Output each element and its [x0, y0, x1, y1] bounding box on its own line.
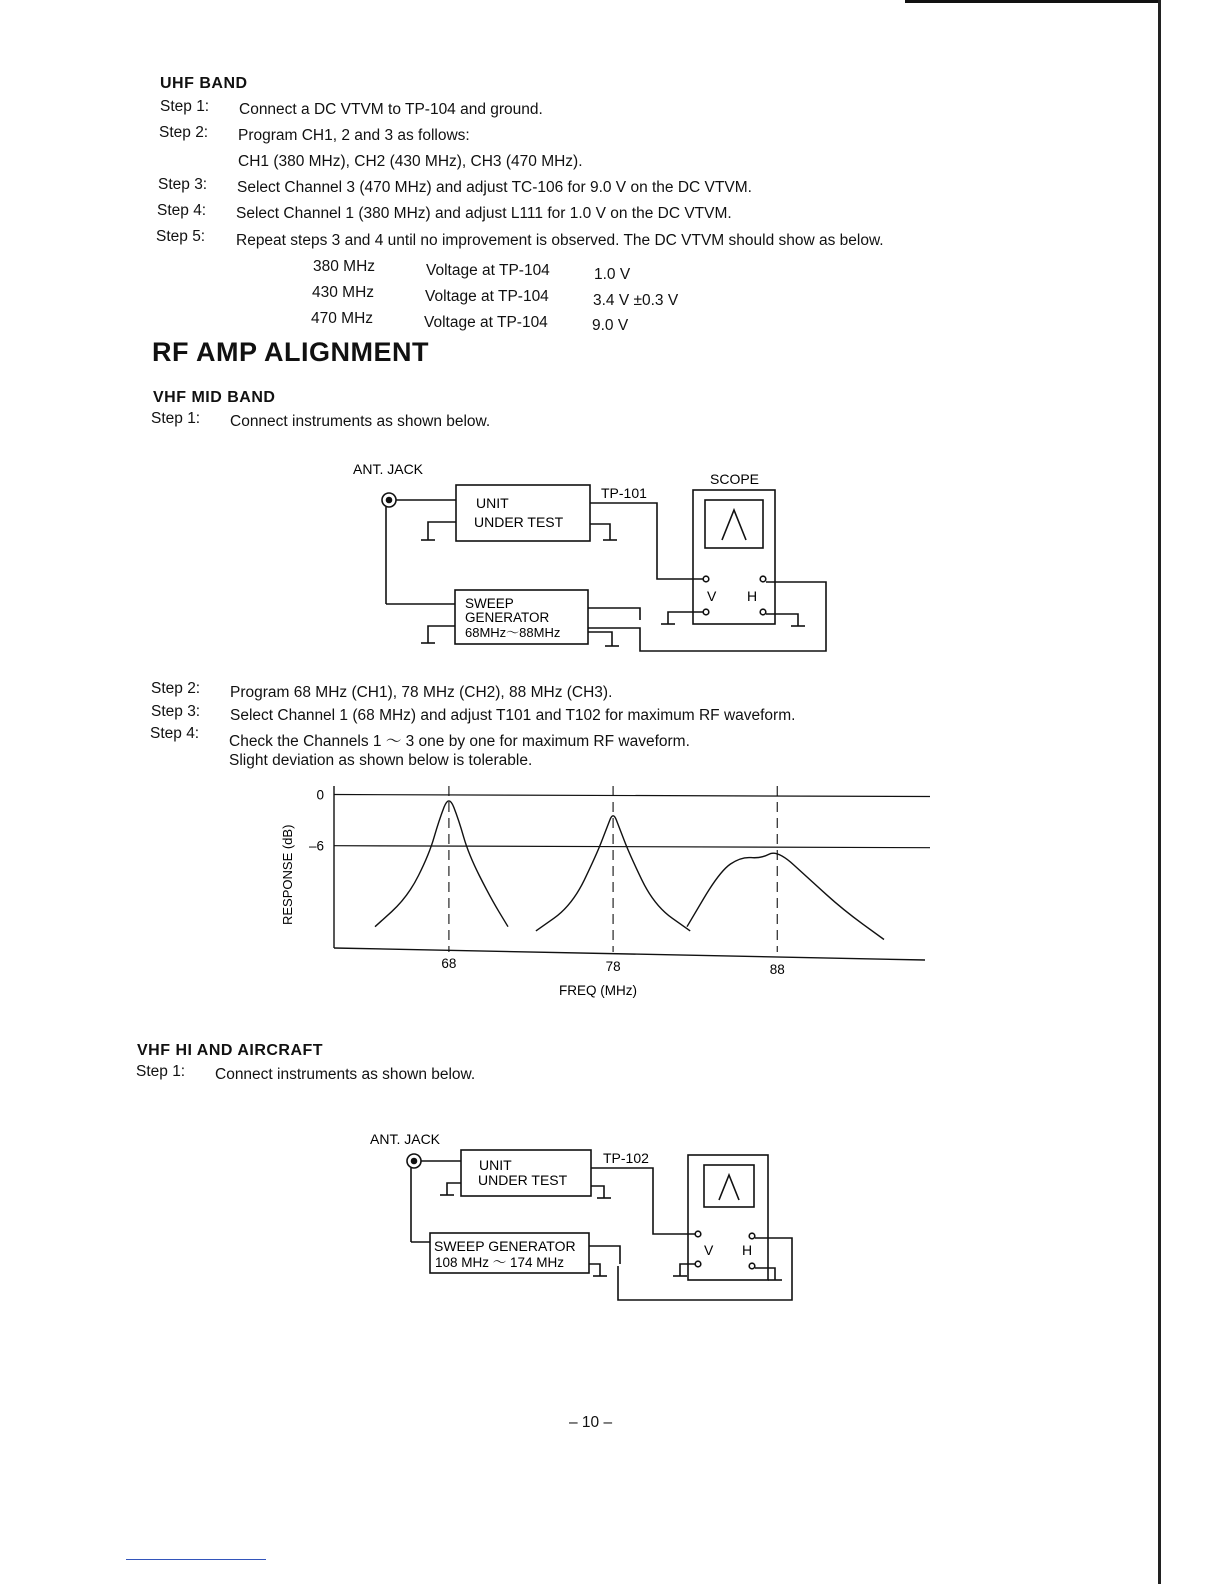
vhf-mid-band-heading: VHF MID BAND — [153, 389, 276, 406]
scope-waveform-icon — [722, 510, 746, 540]
uhf-band-heading: UHF BAND — [160, 75, 248, 92]
uhf-table-value-2: 3.4 V ±0.3 V — [593, 292, 679, 309]
uhf-table-freq-3: 470 MHz — [311, 310, 374, 327]
scope-v-label-2: V — [704, 1242, 714, 1258]
vhf-mid-step4-label: Step 4: — [150, 725, 200, 742]
response-curve-ch3 — [687, 853, 884, 939]
uhf-step4-label: Step 4: — [157, 202, 207, 219]
uhf-step1-text: Connect a DC VTVM to TP-104 and ground. — [239, 101, 543, 118]
x-tick-label-2: 78 — [605, 959, 621, 974]
vhf-hi-step1-text: Connect instruments as shown below. — [215, 1066, 476, 1083]
scope-waveform-icon-2 — [719, 1175, 739, 1200]
uhf-step3-label: Step 3: — [158, 176, 208, 193]
vhf-mid-step2-text: Program 68 MHz (CH1), 78 MHz (CH2), 88 MHz (CH3). — [230, 684, 613, 701]
vhf-mid-step4-text2: Slight deviation as shown below is tolerable. — [229, 752, 533, 769]
vhf-mid-step1-text: Connect instruments as shown below. — [230, 413, 491, 430]
response-chart — [270, 780, 940, 1005]
scope-screen — [705, 500, 763, 548]
reference-line-2 — [334, 846, 930, 848]
uhf-table-value-3: 9.0 V — [592, 317, 629, 334]
y-tick-label-1: 0 — [316, 787, 324, 803]
vhf-mid-step4-text: Check the Channels 1 ～ 3 one by one for maximum RF waveform. — [229, 733, 690, 750]
scope-screen-2 — [704, 1165, 754, 1207]
tp-101-label: TP-101 — [601, 485, 647, 501]
uut-label-2: UNDER TEST — [474, 514, 564, 530]
uhf-table-label-1: Voltage at TP-104 — [426, 262, 550, 279]
ant-jack-label-2: ANT. JACK — [370, 1131, 441, 1147]
uhf-step3-text: Select Channel 3 (470 MHz) and adjust TC-106 for 9.0 V on the DC VTVM. — [237, 179, 752, 196]
uhf-table-label-3: Voltage at TP-104 — [424, 314, 548, 331]
scope-h-label: H — [747, 588, 758, 604]
vhf-mid-step3-text: Select Channel 1 (68 MHz) and adjust T101 and T102 for maximum RF waveform. — [230, 707, 796, 724]
chart-x-axis — [334, 948, 925, 960]
vhf-mid-step1-label: Step 1: — [151, 410, 201, 427]
response-curve-ch1 — [375, 801, 508, 927]
sweep-label-2-2: 108 MHz ～ 174 MHz — [435, 1255, 565, 1270]
vhf-mid-step2-label: Step 2: — [151, 680, 201, 697]
sweep-label-3: 68MHz～88MHz — [465, 625, 561, 640]
uut-label-1: UNIT — [476, 495, 509, 511]
uhf-step4-text: Select Channel 1 (380 MHz) and adjust L111 for 1.0 V on the DC VTVM. — [236, 205, 732, 222]
sweep-label-2: GENERATOR — [465, 610, 550, 625]
uhf-step5-label: Step 5: — [156, 228, 206, 245]
uhf-step1-label: Step 1: — [160, 98, 210, 115]
y-tick-label-2: –6 — [308, 838, 324, 854]
chart-y-axis-label: RESPONSE (dB) — [280, 824, 295, 925]
uhf-table-freq-1: 380 MHz — [313, 258, 376, 275]
page-number: – 10 – — [569, 1414, 613, 1431]
rf-amp-alignment-title: RF AMP ALIGNMENT — [152, 337, 429, 367]
uhf-step5-text: Repeat steps 3 and 4 until no improvement is observed. The DC VTVM should show as below. — [236, 232, 884, 249]
bottom-link-rule — [126, 1559, 266, 1560]
ant-jack-label: ANT. JACK — [353, 461, 424, 477]
vhf-hi-step1-label: Step 1: — [136, 1063, 186, 1080]
scope-h-label-2: H — [742, 1242, 753, 1258]
top-edge-rule — [905, 0, 1160, 3]
right-edge-rule — [1158, 0, 1161, 1584]
unit-under-test-box — [456, 485, 590, 541]
tp-102-label: TP-102 — [603, 1150, 649, 1166]
vhf-hi-heading: VHF HI AND AIRCRAFT — [137, 1042, 324, 1059]
vhf-hi-connection-diagram — [360, 1125, 810, 1315]
reference-line-1 — [334, 795, 930, 797]
sweep-label-1: SWEEP — [465, 596, 514, 611]
sweep-label-2-1: SWEEP GENERATOR — [434, 1238, 576, 1254]
vhf-mid-step3-label: Step 3: — [151, 703, 201, 720]
x-tick-label-1: 68 — [441, 956, 457, 971]
uhf-step2-text2: CH1 (380 MHz), CH2 (430 MHz), CH3 (470 MHz). — [238, 153, 583, 170]
uhf-table-label-2: Voltage at TP-104 — [425, 288, 549, 305]
chart-x-axis-label: FREQ (MHz) — [559, 983, 637, 998]
uhf-table-freq-2: 430 MHz — [312, 284, 375, 301]
uhf-step2-text: Program CH1, 2 and 3 as follows: — [238, 127, 470, 144]
uut-label-2-1: UNIT — [479, 1157, 512, 1173]
scope-v-label: V — [707, 588, 717, 604]
uhf-table-value-1: 1.0 V — [594, 266, 631, 283]
uut-label-2-2: UNDER TEST — [478, 1172, 568, 1188]
uhf-step2-label: Step 2: — [159, 124, 209, 141]
scope-label: SCOPE — [710, 471, 760, 487]
vhf-mid-connection-diagram — [340, 455, 840, 665]
x-tick-label-3: 88 — [769, 962, 785, 977]
